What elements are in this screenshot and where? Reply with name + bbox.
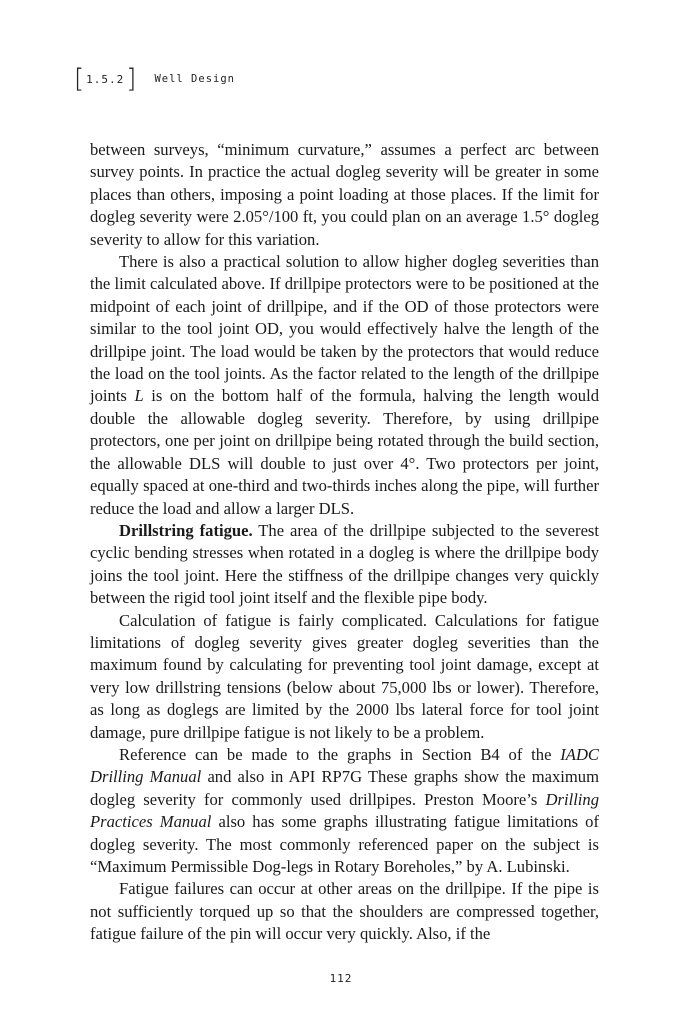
body-text <box>90 139 599 946</box>
paragraph-text: Calculation of fatigue is fairly complicated. Calculations for fatigue limitations of dogleg severity gives greater dogleg severities than the maximum found by calculating for preventing tool joint damage, except at very low drillstring tensions (below about 75,000 lbs or lower). Therefore, as long as doglegs are limited by the 2000 lbs lateral force for tool joint damage, pure drillpipe fatigue is not likely to be a problem. <box>90 610 599 742</box>
running-head <box>74 66 235 92</box>
bracket-open: [ <box>74 64 85 94</box>
paragraph-text: There is also a practical solution to allow higher dogleg severities than the limit calculated above. If drillpipe protectors were to be positioned at the midpoint of each joint of drillpipe, and if the OD of those protectors were similar to the tool joint OD, you would effectively halve the length of the drillpipe joint. The load would be taken by the protectors that would reduce the load on the tool joints. As the factor related to the length of the drillpipe joints <box>90 252 599 406</box>
book-title-moore: Drilling Practices Manual <box>90 789 600 832</box>
paragraph-text: also has some graphs illustrating fatigue limitations of dogleg severity. The most commonly referenced paper on the subject is “Maximum Permissible Dog-legs in Rotary Boreholes,” by A. Lubinski. <box>90 812 599 876</box>
section-number: 1.5.2 <box>86 72 125 86</box>
paragraph <box>90 878 599 945</box>
paragraph-text: The area of the drillpipe subjected to the severest cyclic bending stresses when rotated in a dogleg is where the drillpipe body joins the tool joint. Here the stiffness of the drillpipe changes very quickly between the rigid tool joint itself and the flexible pipe body. <box>90 520 599 608</box>
paragraph <box>90 610 599 744</box>
paragraph-text: Fatigue failures can occur at other areas on the drillpipe. If the pipe is not sufficiently torqued up so that the shoulders are compressed together, fatigue failure of the pin will occur very quickly. Also, if the <box>90 879 599 944</box>
book-title-iadc: IADC Drilling Manual <box>90 744 599 787</box>
run-in-heading: Drillstring fatigue. <box>119 520 253 540</box>
paragraph-text: between surveys, “minimum curvature,” assumes a perfect arc between survey points. In practice the actual dogleg severity will be greater in some places than others, imposing a point loading at those places. If the limit for dogleg severity were 2.05°/100 ft, you could plan on an average 1.5° dogleg severity to allow for this variation. <box>90 140 599 249</box>
paragraph <box>90 251 599 520</box>
paragraph <box>90 520 599 610</box>
variable-l: L <box>134 386 144 406</box>
bracket-close: ] <box>126 64 137 94</box>
paragraph-text: is on the bottom half of the formula, halving the length would double the allowable dogleg severity. Therefore, by using drillpipe protectors, one per joint on drillpipe being rotated through the build section, the allowable DLS will double to just over 4°. Two protectors per joint, equally spaced at one-third and two-thirds inches along the pipe, will further reduce the load and allow a larger DLS. <box>90 386 600 518</box>
page-number: 112 <box>329 972 353 985</box>
paragraph-text: and also in API RP7G These graphs show the maximum dogleg severity for commonly used drillpipes. Preston Moore’s <box>90 767 600 809</box>
chapter-title: Well Design <box>154 73 235 85</box>
paragraph <box>90 744 599 878</box>
paragraph-text: Reference can be made to the graphs in Section B4 of the <box>119 744 552 764</box>
paragraph <box>90 139 599 251</box>
